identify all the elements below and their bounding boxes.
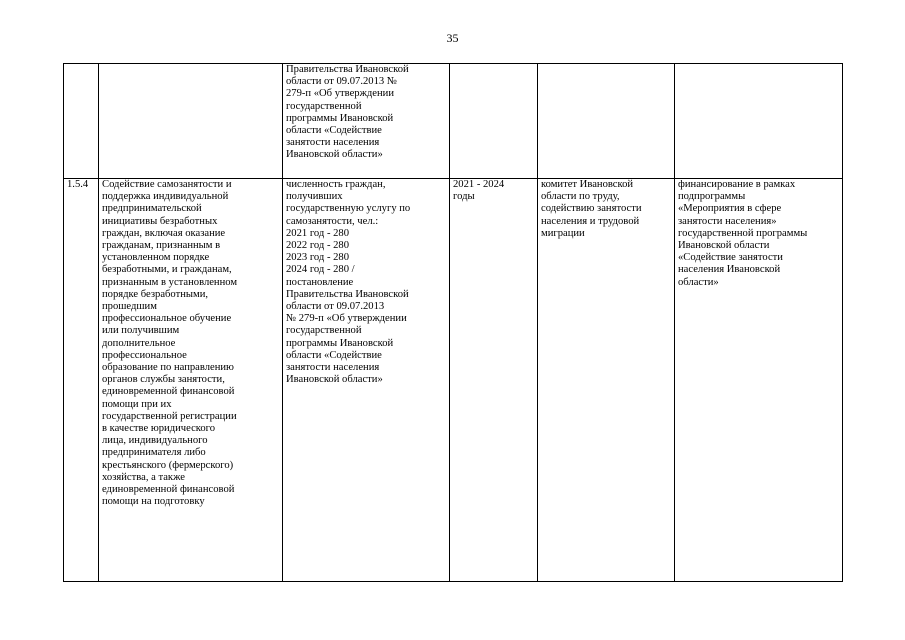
- text-line: области по труду,: [541, 191, 620, 203]
- text-line: образование по направлению: [102, 362, 234, 374]
- text-line: в качестве юридического: [102, 423, 216, 435]
- text-line: подпрограммы: [678, 191, 746, 203]
- text-line: или получившим: [102, 325, 180, 337]
- text-line: единовременной финансовой: [102, 386, 235, 398]
- text-line: поддержка индивидуальной: [102, 191, 229, 203]
- cell-indicator: [283, 179, 450, 582]
- text-line: программы Ивановской: [286, 337, 394, 349]
- text-line: прошедшим: [102, 301, 157, 313]
- text-line: области «Содействие: [286, 349, 382, 361]
- text-line: населения и трудовой: [541, 215, 640, 227]
- text-line: государственную услугу по: [286, 203, 411, 215]
- text-line: помощи на подготовку: [102, 496, 205, 508]
- text-line: финансирование в рамках: [678, 179, 796, 190]
- text-line: миграции: [541, 227, 585, 239]
- text-line: Ивановской области»: [286, 149, 383, 161]
- text-line: государственной регистрации: [102, 410, 237, 422]
- text-line: области от 09.07.2013 №: [286, 76, 397, 88]
- text-line: государственной: [286, 325, 362, 337]
- text-line: инициативы безработных: [102, 215, 218, 227]
- text-line: области «Содействие: [286, 125, 382, 137]
- text-line: граждан, включая оказание: [102, 227, 226, 239]
- text-line: 279-п «Об утверждении: [286, 88, 395, 100]
- text-line: Ивановской области: [678, 240, 770, 252]
- text-line: занятости населения»: [678, 215, 777, 227]
- cell-executor: [538, 179, 675, 582]
- cell-executor: [538, 64, 675, 179]
- text-line: № 279-п «Об утверждении: [286, 313, 407, 325]
- text-line: лица, индивидуального: [102, 435, 208, 447]
- text-line: предпринимательской: [102, 203, 202, 215]
- table-row-1-5-4: [64, 179, 843, 582]
- text-line: установленном порядке: [102, 252, 210, 264]
- text-line: 2024 год - 280 /: [286, 264, 355, 276]
- page-number: 35: [446, 31, 459, 45]
- text-line: порядке безработными,: [102, 288, 209, 300]
- table-row-continuation: [64, 64, 843, 179]
- text-line: признанным в установленном: [102, 276, 238, 288]
- cell-period: [450, 179, 538, 582]
- text-line: Правительства Ивановской: [286, 64, 409, 75]
- text-line: предпринимателя либо: [102, 447, 206, 459]
- text-line: комитет Ивановской: [541, 179, 634, 190]
- text-line: 2021 - 2024: [453, 179, 505, 190]
- cell-financing: [675, 64, 843, 179]
- text-line: дополнительное: [102, 337, 176, 349]
- text-line: занятости населения: [286, 137, 380, 149]
- text-line: численность граждан,: [286, 179, 386, 190]
- cell-financing: [675, 179, 843, 582]
- text-line: государственной программы: [678, 227, 808, 239]
- text-line: Содействие самозанятости и: [102, 179, 232, 190]
- text-line: единовременной финансовой: [102, 484, 235, 496]
- cell-measure: [99, 179, 283, 582]
- text-line: населения Ивановской: [678, 264, 781, 276]
- text-line: 2023 год - 280: [286, 252, 350, 264]
- text-line: хозяйства, а также: [102, 471, 185, 483]
- text-line: помощи при их: [102, 398, 172, 410]
- text-line: области»: [678, 276, 719, 288]
- text-line: безработными, и гражданам,: [102, 264, 232, 276]
- text-line: «Содействие занятости: [678, 252, 783, 264]
- cell-number: 1.5.4: [64, 179, 99, 582]
- text-line: государственной: [286, 100, 362, 112]
- cell-measure: [99, 64, 283, 179]
- text-line: Правительства Ивановской: [286, 288, 409, 300]
- text-line: 2022 год - 280: [286, 240, 350, 252]
- text-line: годы: [453, 191, 475, 203]
- text-line: крестьянского (фермерского): [102, 459, 234, 471]
- text-line: гражданам, признанным в: [102, 240, 221, 252]
- text-line: самозанятости, чел.:: [286, 215, 379, 227]
- text-line: содействию занятости: [541, 203, 642, 215]
- text-line: постановление: [286, 276, 354, 288]
- text-line: получивших: [286, 191, 343, 203]
- text-line: «Мероприятия в сфере: [678, 203, 782, 215]
- text-line: 2021 год - 280: [286, 227, 350, 239]
- cell-period: [450, 64, 538, 179]
- cell-number: [64, 64, 99, 179]
- cell-indicator: [283, 64, 450, 179]
- text-line: области от 09.07.2013: [286, 301, 385, 313]
- text-line: Ивановской области»: [286, 374, 383, 386]
- measures-table: [63, 63, 843, 582]
- text-line: органов службы занятости,: [102, 374, 225, 386]
- text-line: профессиональное обучение: [102, 313, 232, 325]
- text-line: профессиональное: [102, 349, 187, 361]
- text-line: программы Ивановской: [286, 112, 394, 124]
- text-line: занятости населения: [286, 362, 380, 374]
